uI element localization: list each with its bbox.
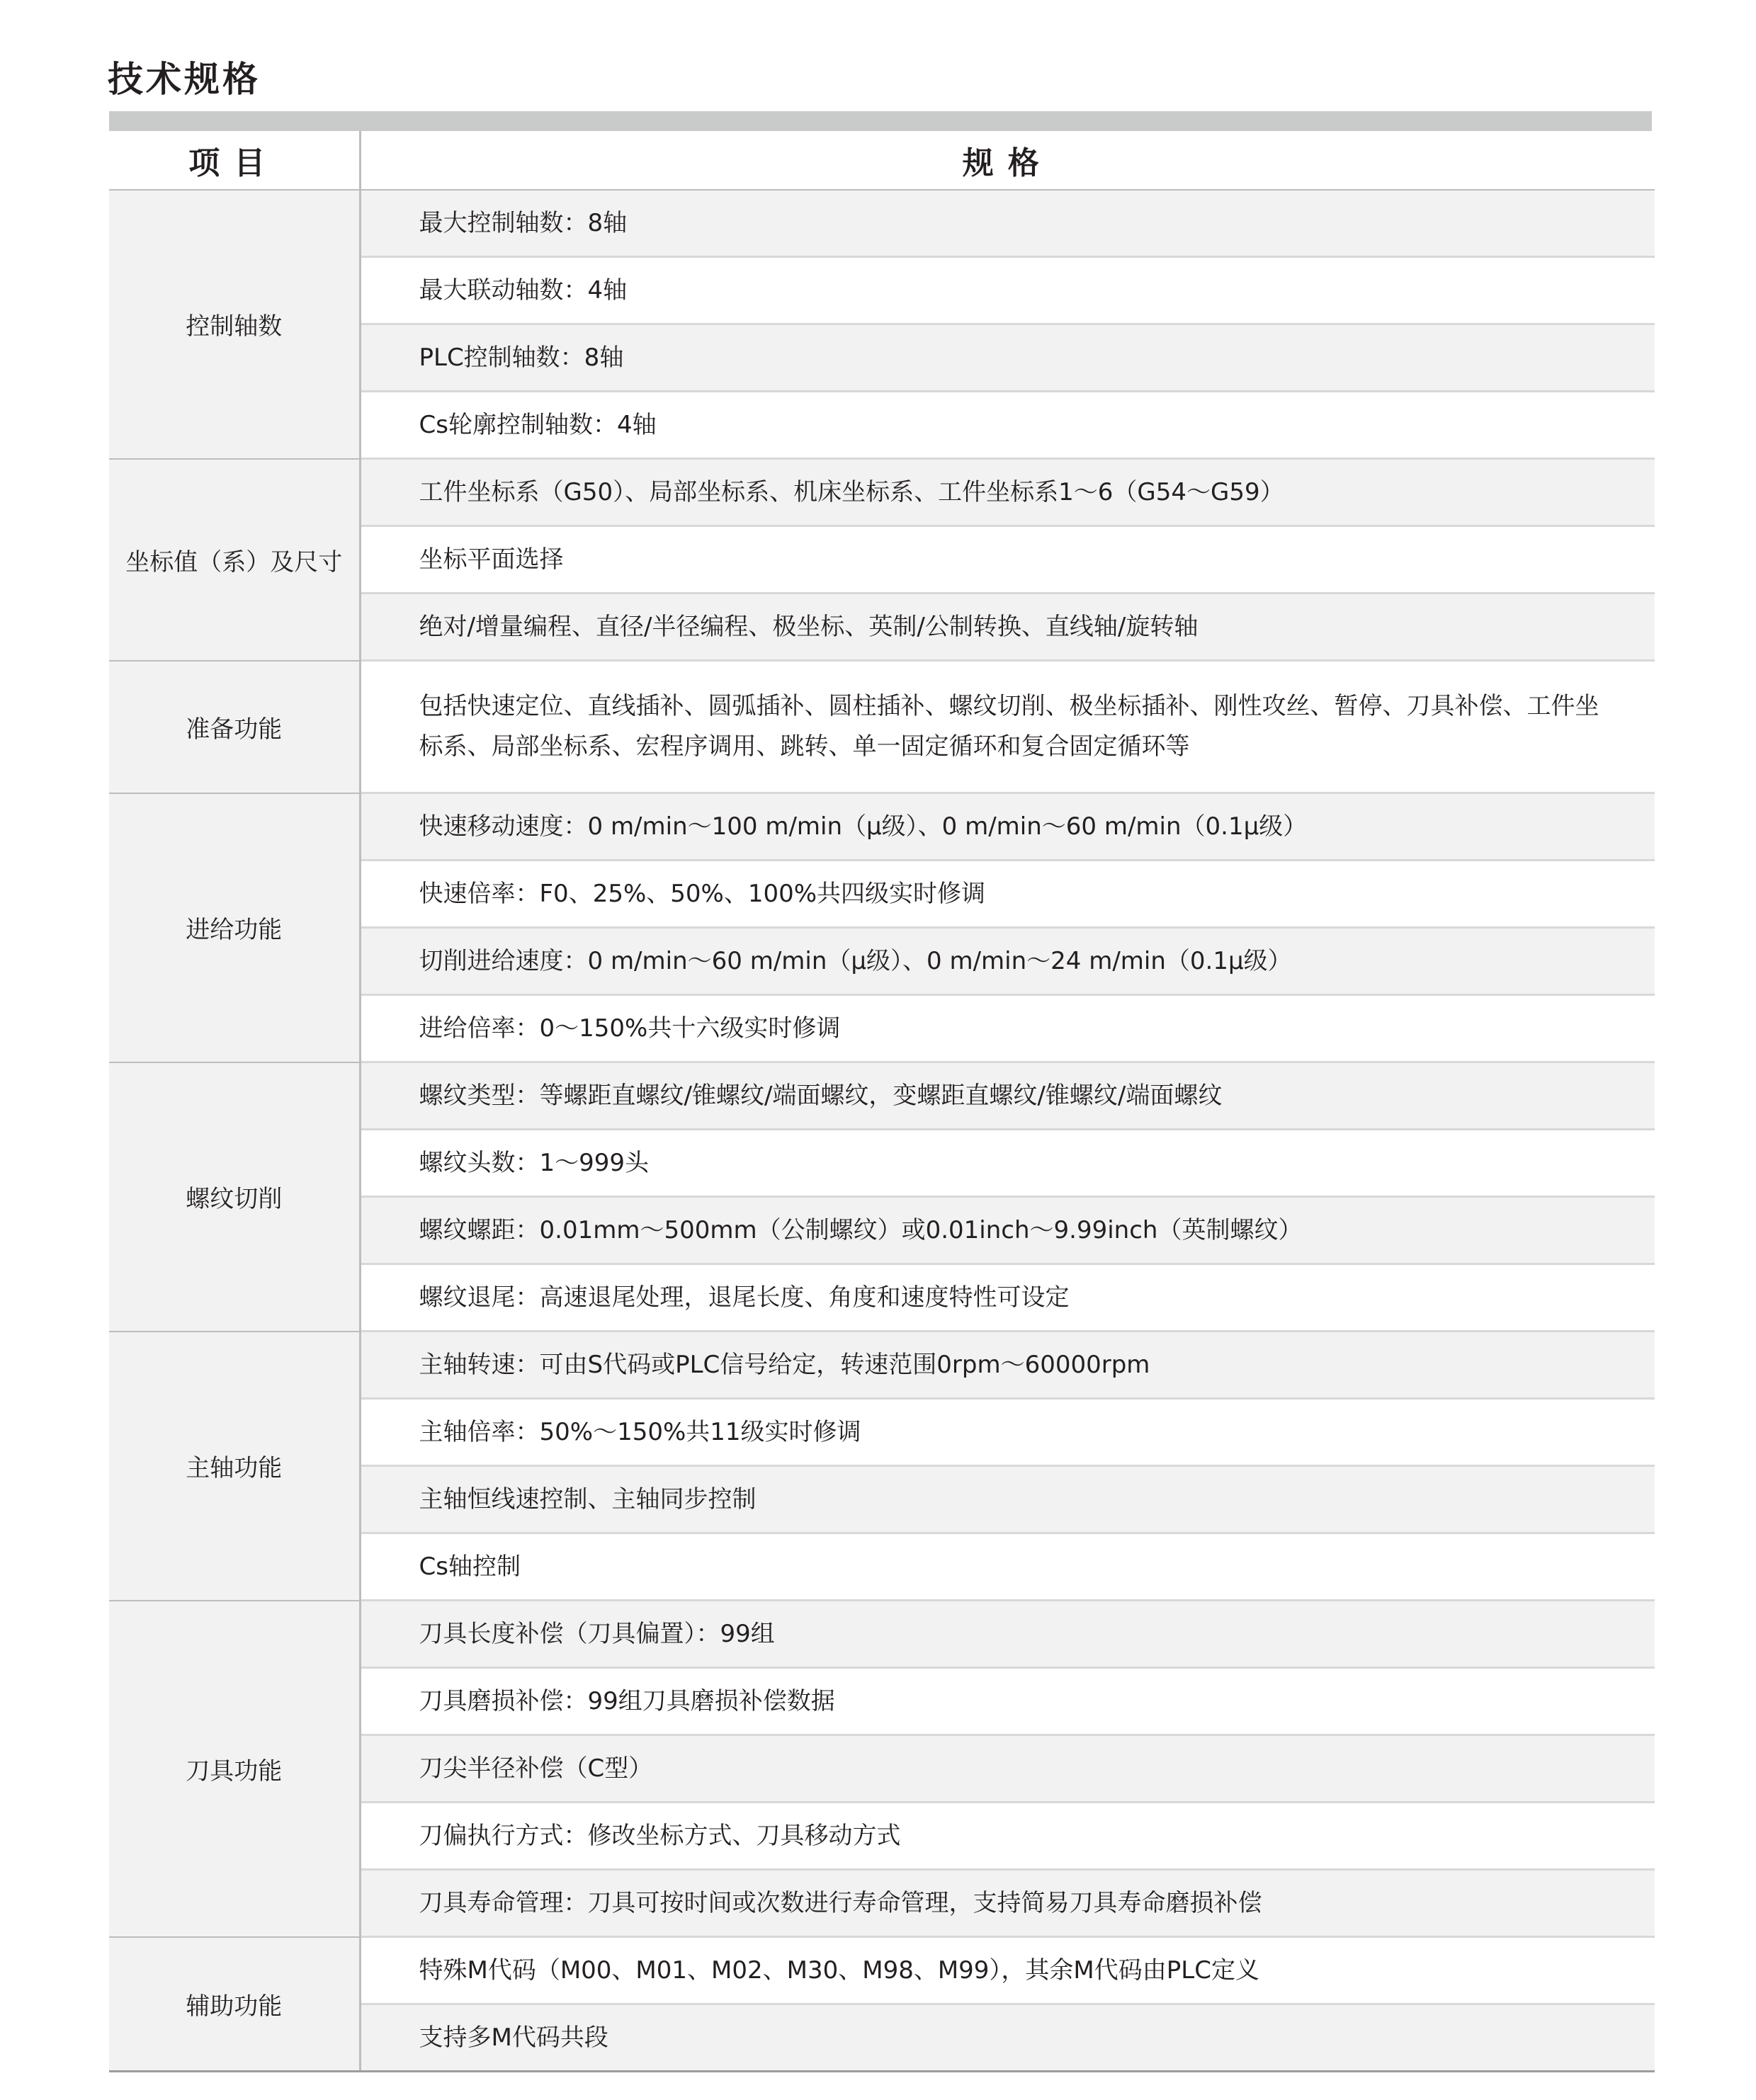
category-cell: 控制轴数: [109, 190, 360, 459]
spec-cell: 坐标平面选择: [360, 526, 1655, 594]
category-cell: 准备功能: [109, 661, 360, 793]
spec-cell: 支持多M代码共段: [360, 2004, 1655, 2072]
spec-cell: 螺纹退尾：高速退尾处理，退尾长度、角度和速度特性可设定: [360, 1264, 1655, 1332]
category-cell: 主轴功能: [109, 1332, 360, 1601]
table-row: [109, 1937, 1655, 2004]
table-row: [109, 793, 1655, 861]
spec-cell: 快速倍率：F0、25%、50%、100%共四级实时修调: [360, 861, 1655, 928]
spec-cell: 工件坐标系（G50）、局部坐标系、机床坐标系、工件坐标系1～6（G54～G59）: [360, 459, 1655, 526]
spec-cell: 刀具长度补偿（刀具偏置）：99组: [360, 1601, 1655, 1668]
category-cell: 辅助功能: [109, 1937, 360, 2072]
category-cell: 刀具功能: [109, 1601, 360, 1937]
spec-cell: 最大联动轴数：4轴: [360, 257, 1655, 324]
page-title: 技术规格: [108, 59, 261, 100]
table-row: [109, 1601, 1655, 1668]
table-row: [109, 190, 1655, 257]
spec-cell: 刀偏执行方式：修改坐标方式、刀具移动方式: [360, 1803, 1655, 1870]
spec-cell: 快速移动速度：0 m/min～100 m/min（μ级）、0 m/min～60 m/min（0.1μ级）: [360, 793, 1655, 861]
spec-cell: 螺纹螺距：0.01mm～500mm（公制螺纹）或0.01inch～9.99inch（英制螺纹）: [360, 1197, 1655, 1264]
title-divider-bar: [109, 111, 1652, 131]
spec-cell: 最大控制轴数：8轴: [360, 190, 1655, 257]
spec-cell: 主轴倍率：50%～150%共11级实时修调: [360, 1399, 1655, 1466]
spec-cell: 螺纹类型：等螺距直螺纹/锥螺纹/端面螺纹，变螺距直螺纹/锥螺纹/端面螺纹: [360, 1062, 1655, 1130]
spec-cell: 主轴恒线速控制、主轴同步控制: [360, 1466, 1655, 1533]
spec-cell: 螺纹头数：1～999头: [360, 1130, 1655, 1197]
header-spec: 规格: [360, 131, 1655, 190]
spec-cell: 包括快速定位、直线插补、圆弧插补、圆柱插补、螺纹切削、极坐标插补、刚性攻丝、暂停、刀具补偿、工件坐标系、局部坐标系、宏程序调用、跳转、单一固定循环和复合固定循环等: [360, 661, 1655, 793]
spec-cell: 刀具磨损补偿：99组刀具磨损补偿数据: [360, 1668, 1655, 1735]
spec-cell: 切削进给速度：0 m/min～60 m/min（μ级）、0 m/min～24 m/min（0.1μ级）: [360, 928, 1655, 995]
category-cell: 坐标值（系）及尺寸: [109, 459, 360, 661]
spec-cell: Cs轴控制: [360, 1533, 1655, 1601]
table-row: [109, 661, 1655, 793]
spec-cell: PLC控制轴数：8轴: [360, 324, 1655, 392]
spec-cell: 绝对/增量编程、直径/半径编程、极坐标、英制/公制转换、直线轴/旋转轴: [360, 594, 1655, 661]
header-item: 项目: [109, 131, 360, 190]
table-row: [109, 1332, 1655, 1399]
table-row: [109, 1062, 1655, 1130]
spec-cell: 特殊M代码（M00、M01、M02、M30、M98、M99），其余M代码由PLC定义: [360, 1937, 1655, 2004]
spec-cell: 主轴转速：可由S代码或PLC信号给定，转速范围0rpm～60000rpm: [360, 1332, 1655, 1399]
spec-cell: 进给倍率：0～150%共十六级实时修调: [360, 995, 1655, 1062]
category-cell: 螺纹切削: [109, 1062, 360, 1332]
spec-cell: 刀尖半径补偿（C型）: [360, 1735, 1655, 1803]
spec-cell: Cs轮廓控制轴数：4轴: [360, 392, 1655, 459]
spec-table: [109, 131, 1655, 2072]
table-header-row: [109, 131, 1655, 190]
category-cell: 进给功能: [109, 793, 360, 1062]
spec-cell: 刀具寿命管理：刀具可按时间或次数进行寿命管理，支持简易刀具寿命磨损补偿: [360, 1870, 1655, 1937]
table-row: [109, 459, 1655, 526]
